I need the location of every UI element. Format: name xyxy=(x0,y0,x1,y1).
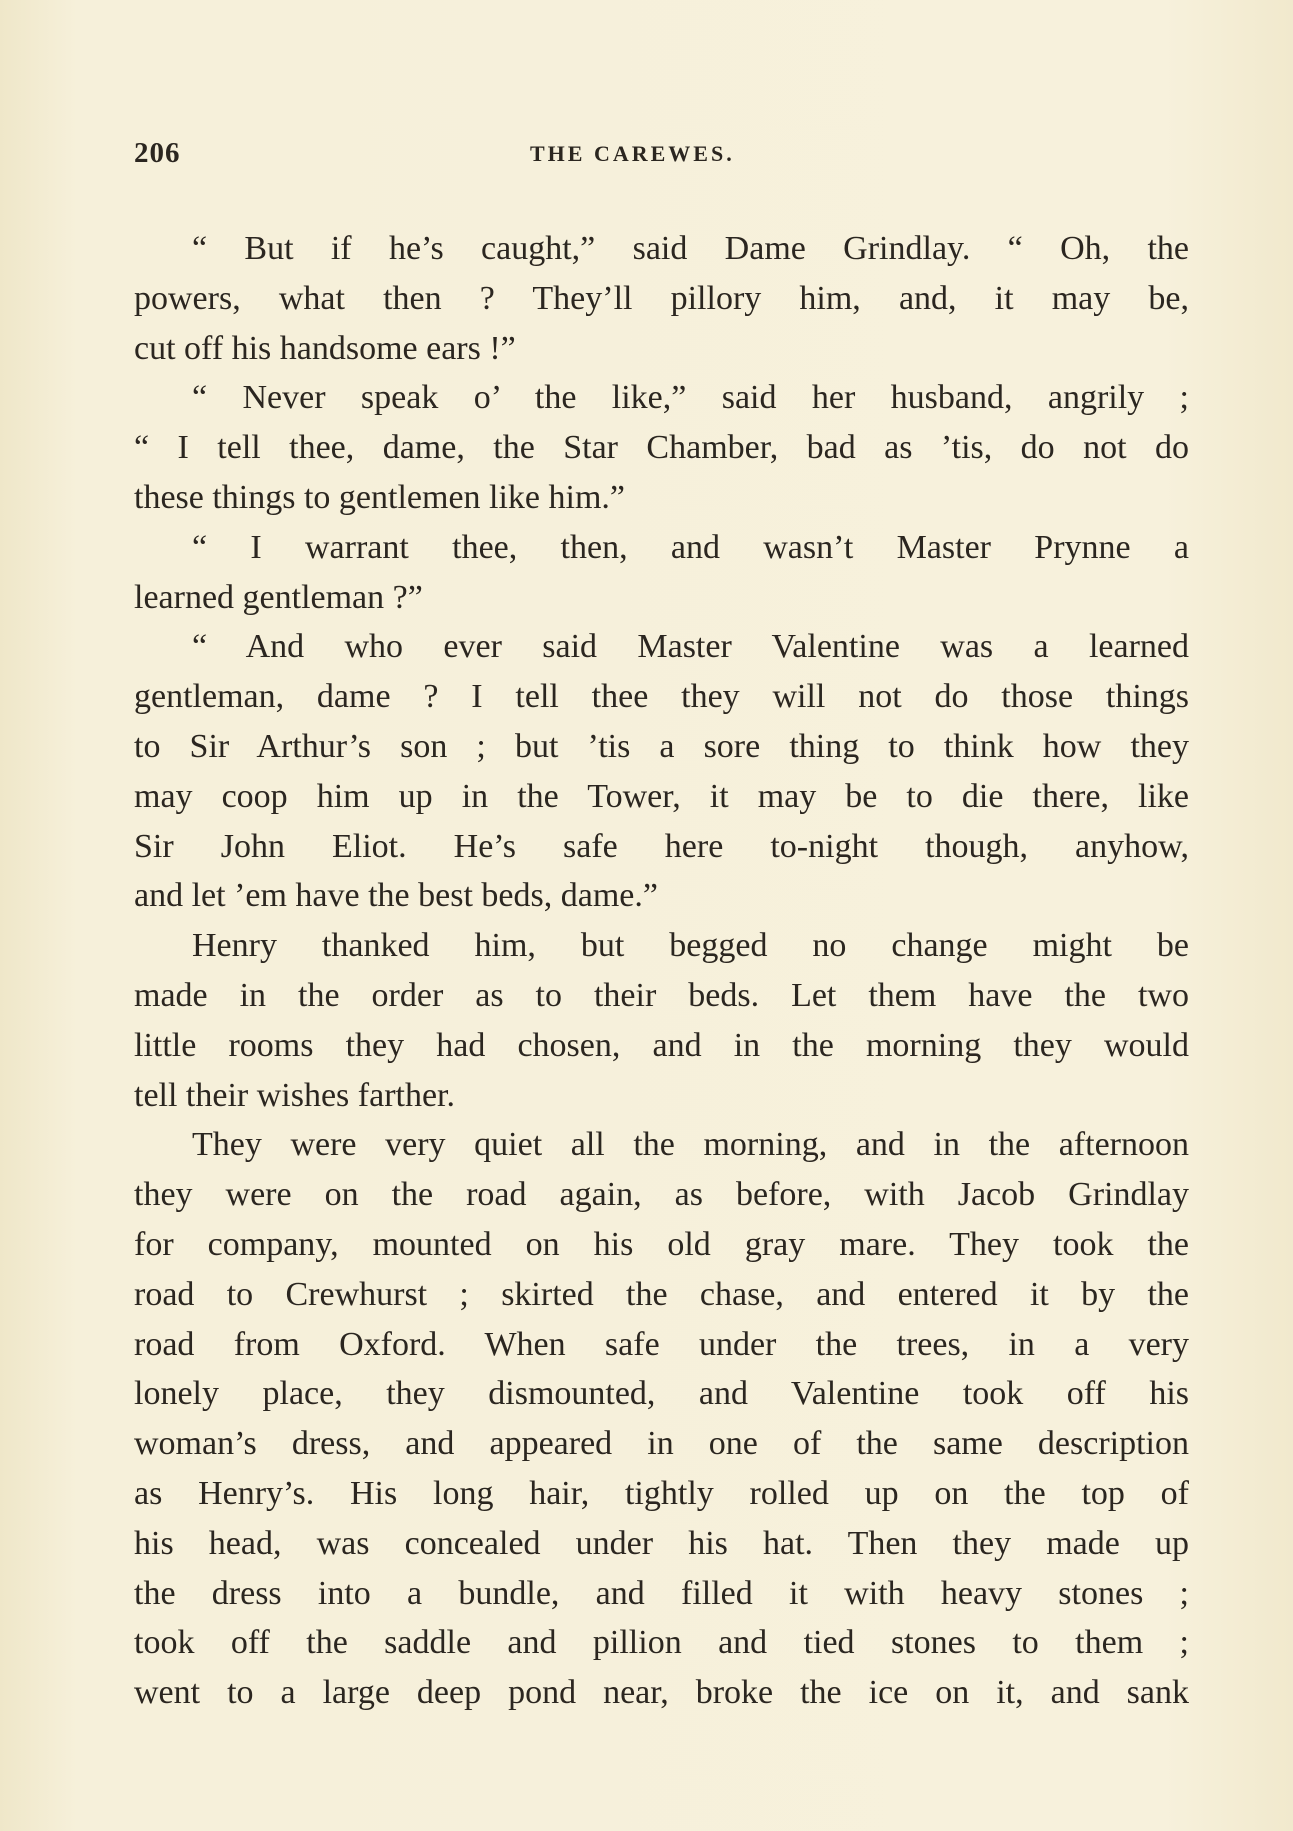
text-line: as Henry’s. His long hair, tightly rolled up on the top of xyxy=(134,1474,1189,1512)
text-line: “ And who ever said Master Valentine was a learned xyxy=(192,628,1189,666)
text-line: “ I warrant thee, then, and wasn’t Master Prynne a xyxy=(192,528,1189,566)
text-line: powers, what then ? They’ll pillory him, and, it may be, xyxy=(134,279,1189,317)
text-line: tell their wishes farther. xyxy=(134,1076,456,1114)
text-line: and let ’em have the best beds, dame.” xyxy=(134,877,658,915)
text-line: They were very quiet all the morning, and in the afternoon xyxy=(192,1126,1189,1164)
text-line: his head, was concealed under his hat. Then they made up xyxy=(134,1524,1189,1562)
text-line: the dress into a bundle, and filled it with heavy stones ; xyxy=(134,1574,1189,1612)
text-line: Sir John Eliot. He’s safe here to-night though, anyhow, xyxy=(134,827,1189,865)
text-line: “ I tell thee, dame, the Star Chamber, bad as ’tis, do not do xyxy=(134,429,1189,467)
text-line: road from Oxford. When safe under the trees, in a very xyxy=(134,1325,1189,1363)
text-line: these things to gentlemen like him.” xyxy=(134,478,626,516)
text-line: may coop him up in the Tower, it may be to die there, like xyxy=(134,777,1189,815)
running-head xyxy=(134,137,1189,177)
running-title: THE CAREWES. xyxy=(530,141,735,166)
page-number: 206 xyxy=(134,137,181,169)
text-line: they were on the road again, as before, with Jacob Grindlay xyxy=(134,1176,1189,1214)
text-line: for company, mounted on his old gray mare. They took the xyxy=(134,1225,1189,1263)
body-text xyxy=(134,224,1189,1718)
text-line: to Sir Arthur’s son ; but ’tis a sore thing to think how they xyxy=(134,727,1189,765)
text-line: little rooms they had chosen, and in the morning they would xyxy=(134,1026,1189,1064)
text-line: cut off his handsome ears !” xyxy=(134,329,516,367)
text-line: road to Crewhurst ; skirted the chase, and entered it by the xyxy=(134,1275,1189,1313)
text-line: woman’s dress, and appeared in one of the same description xyxy=(134,1425,1189,1463)
text-line: took off the saddle and pillion and tied stones to them ; xyxy=(134,1624,1189,1662)
text-line: “ But if he’s caught,” said Dame Grindlay. “ Oh, the xyxy=(192,230,1189,267)
text-line: gentleman, dame ? I tell thee they will not do those things xyxy=(134,678,1189,716)
text-line: learned gentleman ?” xyxy=(134,578,423,616)
text-line: went to a large deep pond near, broke the ice on it, and sank xyxy=(134,1674,1189,1712)
text-line: “ Never speak o’ the like,” said her husband, angrily ; xyxy=(192,379,1189,417)
text-line: Henry thanked him, but begged no change might be xyxy=(192,927,1189,965)
text-line: lonely place, they dismounted, and Valentine took off his xyxy=(134,1375,1189,1413)
text-line: made in the order as to their beds. Let them have the two xyxy=(134,976,1189,1014)
